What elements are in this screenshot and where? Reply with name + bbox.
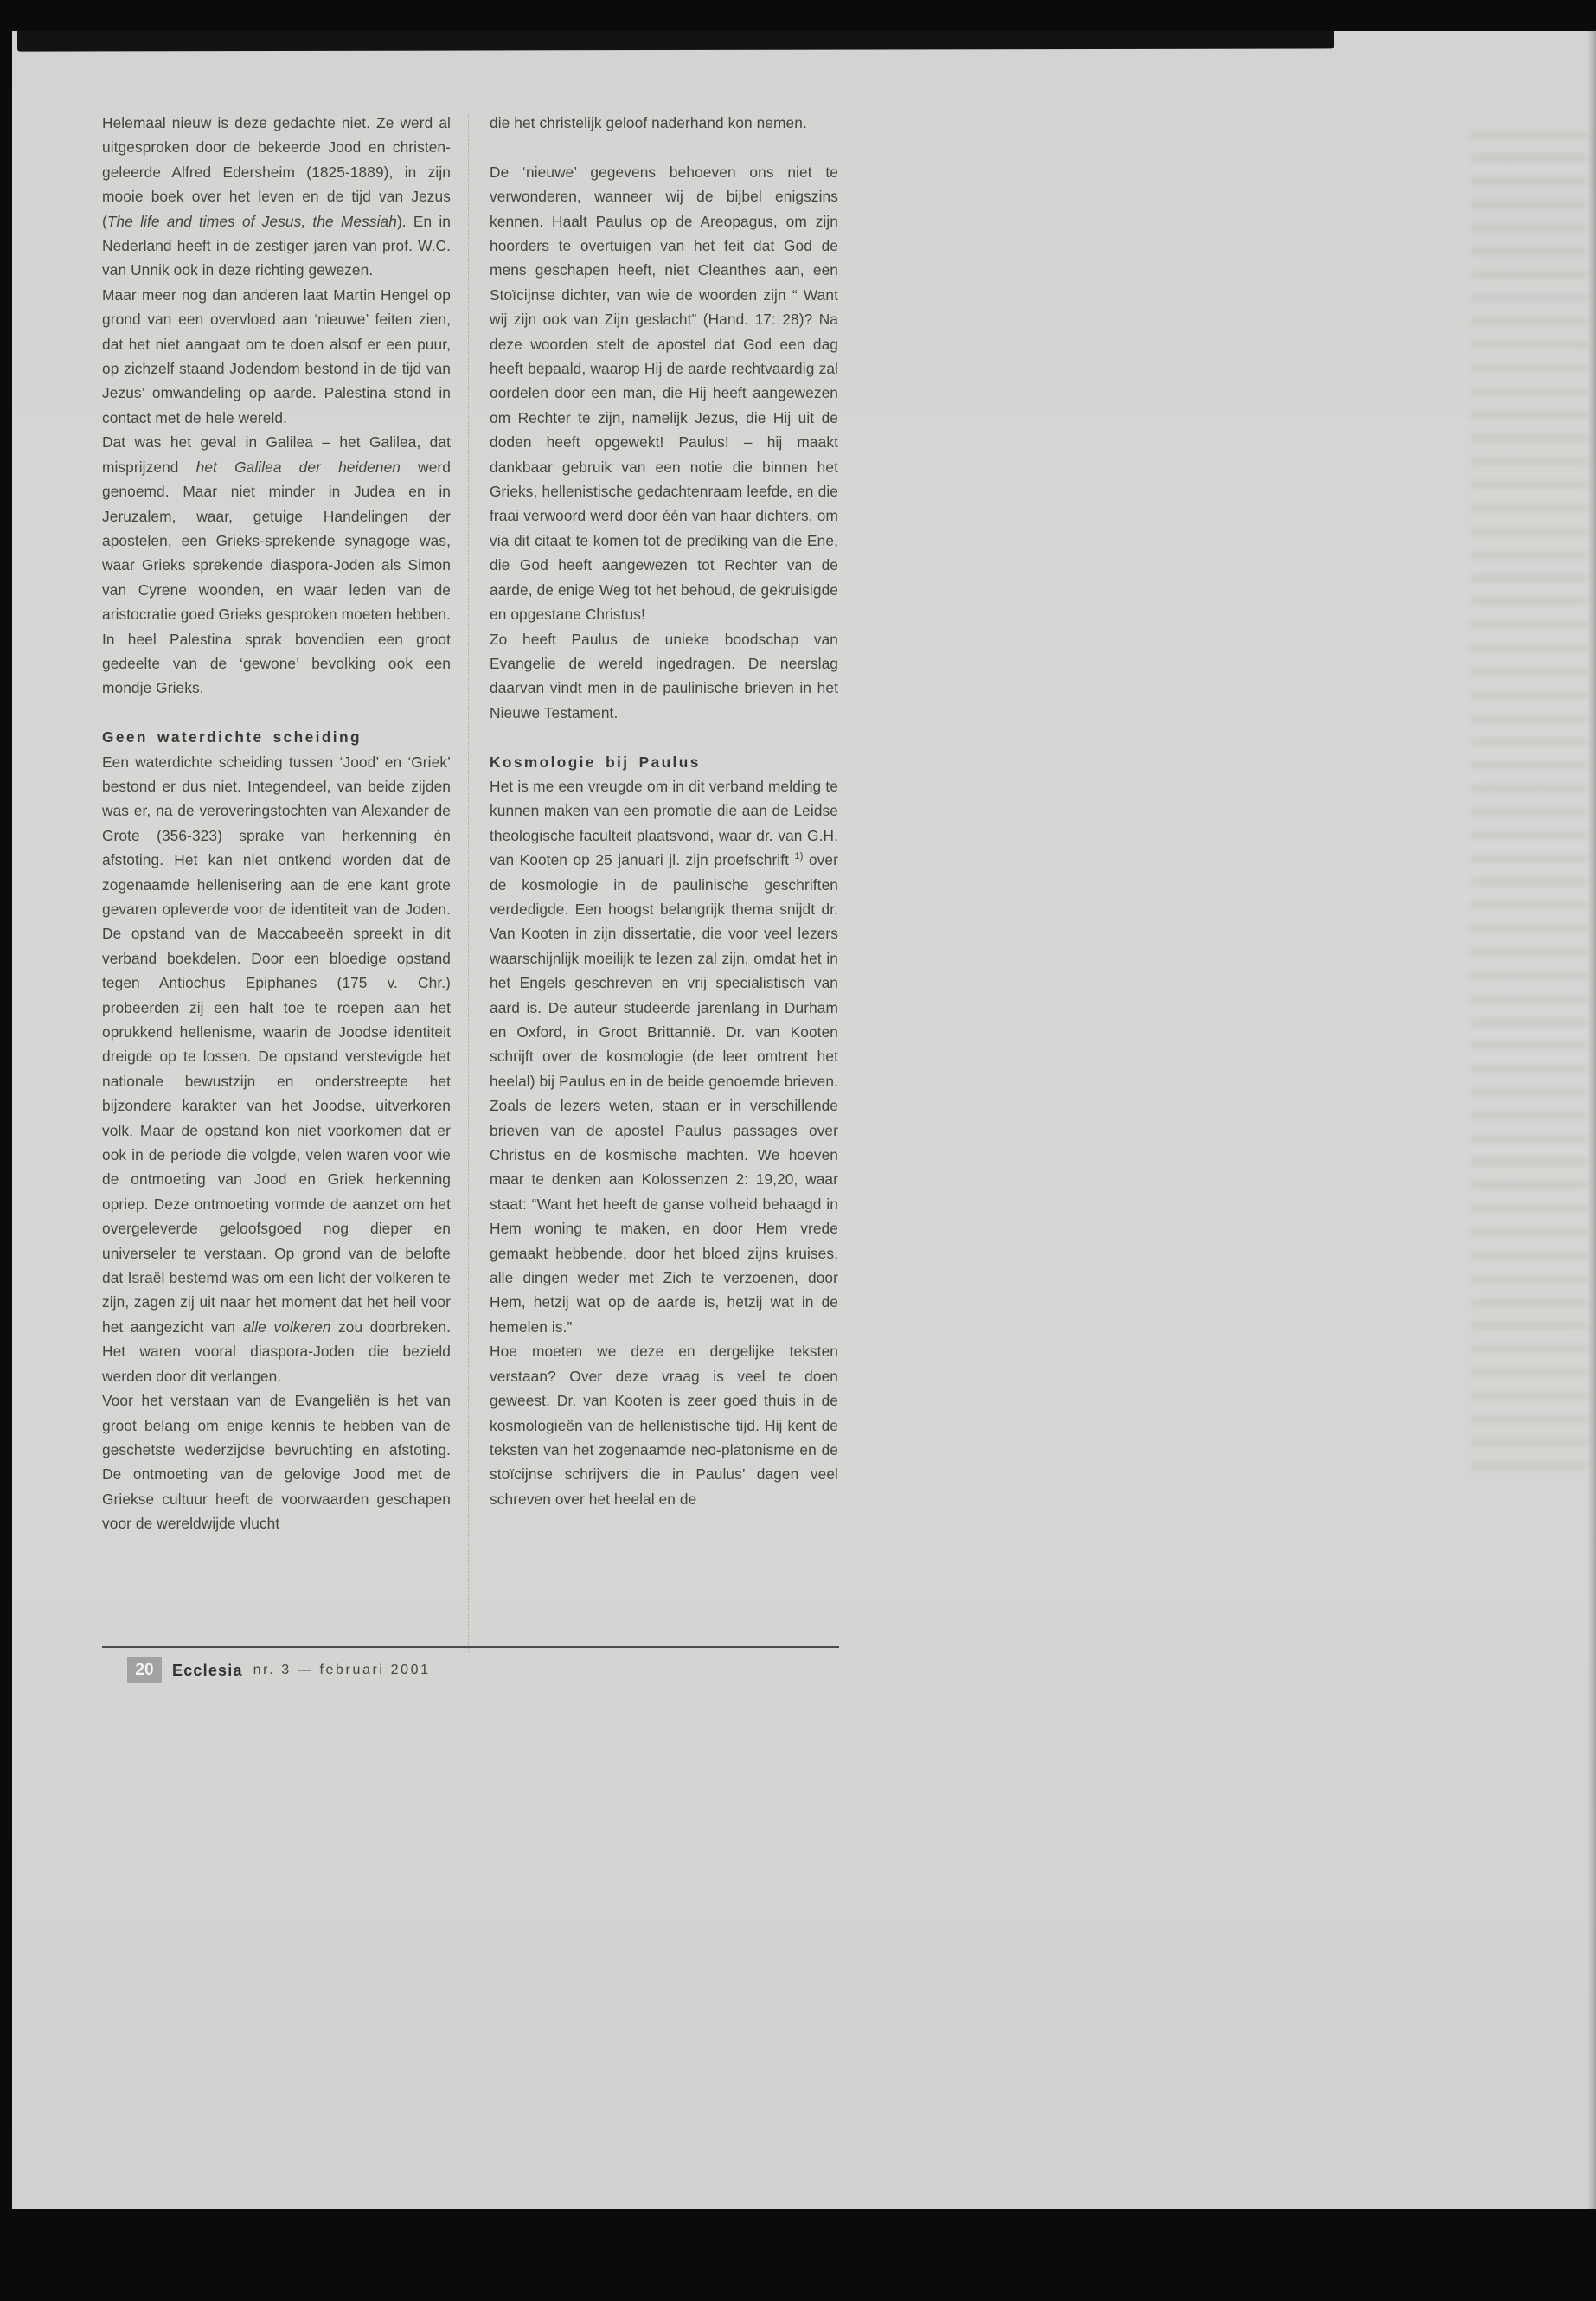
- paragraph: [490, 627, 838, 726]
- paragraph: [490, 111, 838, 135]
- italic-text: het Galilea der heidenen: [195, 458, 401, 476]
- text-run: Hoe moeten we deze en dergelijke teksten verstaan? Over deze vraag is veel te doen geweest. Dr. van Kooten is zeer goed thuis in de kosmologieën van de hellenistische tijd. Hij kent de teksten van het zogenaamde neo-platonisme en de stoïcijnse schrijvers die in Paulus’ dagen veel schreven over het heelal en de: [490, 1343, 838, 1508]
- issue-info: nr. 3 — februari 2001: [253, 1663, 431, 1677]
- text-run: De ‘nieuwe’ gegevens behoeven ons niet te verwonderen, wanneer wij de bijbel enigszins kennen. Haalt Paulus op de Areopagus, om zijn hoorders te overtuigen van het feit dat God de mens geschapen heeft, niet Cleanthes aan, een Stoïcijnse dichter, van wie de woorden zijn “ Want wij zijn ook van Zijn geslacht” (Hand. 17: 28)? Na deze woorden stelt de apostel dat God een dag heeft bepaald, waarop Hij de aarde rechtvaardig zal oordelen door een man, die Hij heeft aangewezen om Rechter te zijn, namelijk Jezus, die Hij uit de doden heeft opgewekt! Paulus! – hij maakt dankbaar gebruik van een notie die binnen het Grieks, hellenistische gedachtenraam leefde, en die fraai verwoord werd door één van haar dichters, om via dit citaat te komen tot de prediking van die Ene, die God heeft aangewezen tot Rechter van de aarde, de enige Weg tot het behoud, de gekruisigde en opgestane Christus!: [490, 163, 838, 624]
- text-run: zou doorbreken. Het waren vooral diaspora-Joden die bezield werden door dit verlangen.: [102, 1317, 451, 1385]
- text-run: Dat was het geval in Galilea – het Galilea, dat misprijzend: [102, 433, 451, 476]
- text-run: Voor het verstaan van de Evangeliën is het van groot belang om enige kennis te hebben van de geschetste wederzijdse bevruchting en afstoting. De ontmoeting van de gelovige Jood met de Griekse cultuur heeft de voorwaarden geschapen voor de wereldwijde vlucht: [102, 1392, 451, 1533]
- paragraph: [490, 774, 838, 1339]
- paragraph: [102, 283, 451, 430]
- text-run: werd genoemd. Maar niet minder in Judea en in Jeruzalem, waar, getuige Handelingen der apostelen, een Grieks-sprekende synagoge was, waar Grieks sprekende diaspora-Joden als Simon van Cyrene woonden, en waar leden van de aristocratie goed Grieks gesproken moeten hebben. In heel Palestina sprak bovendien een groot gedeelte van de ‘gewone’ bevolking ook een mondje Grieks.: [102, 458, 451, 697]
- section-heading: Kosmologie bij Paulus: [490, 753, 701, 771]
- text-run: Een waterdichte scheiding tussen ‘Jood’ en ‘Griek’ bestond er dus niet. Integendeel, van beide zijden was er, na de veroveringstochten van Alexander de Grote (356-323) sprake van herkenning èn afstoting. Het kan niet ontkend worden dat de zogenaamde hellenisering aan de ene kant grote gevaren opleverde voor de identiteit van de Joden. De opstand van de Maccabeeën spreekt in dit verband boekdelen. Door een bloedige opstand tegen Antiochus Epiphanes (175 v. Chr.) probeerden zij een halt toe te roepen aan het oprukkend hellenisme, waarin de Joodse identiteit dreigde op te lossen. De opstand verstevigde het nationale bewustzijn en onderstreepte het bijzondere karakter van het Joodse, uitverkoren volk. Maar de opstand kon niet voorkomen dat er ook in de periode die volgde, velen waren voor wie de ontmoeting van Jood en Griek herkenning opriep. Deze ontmoeting vormde de aanzet om het overgeleverde geloofsgoed nog dieper en universeler te verstaan. Op grond van de belofte dat Israël bestemd was om een licht der volkeren te zijn, zagen zij uit naar het moment dat het heil voor het aangezicht van: [102, 753, 451, 1336]
- scan-top-bar: [17, 31, 1334, 52]
- text-run: Zo heeft Paulus de unieke boodschap van Evangelie de wereld ingedragen. De neerslag daarvan vindt men in de paulinische brieven in het Nieuwe Testament.: [490, 630, 838, 721]
- paragraph: [102, 750, 451, 1389]
- paragraph: [102, 430, 451, 700]
- article-body: [102, 111, 838, 1536]
- page-number: 20: [127, 1657, 162, 1683]
- paragraph: [102, 1388, 451, 1535]
- page-footer: [127, 1657, 431, 1683]
- left-column: [102, 111, 451, 1536]
- italic-text: The life and times of Jesus, the Messiah: [106, 212, 397, 230]
- paragraph: [490, 1339, 838, 1511]
- footer-rule: [102, 1646, 839, 1648]
- section-heading: Geen waterdichte scheiding: [102, 728, 362, 747]
- page-bleed-through: [1471, 131, 1587, 1480]
- footnote-marker: 1): [794, 851, 804, 862]
- text-run: die het christelijk geloof naderhand kon nemen.: [490, 114, 807, 131]
- paragraph: [102, 111, 451, 283]
- text-run: Maar meer nog dan anderen laat Martin Hengel op grond van een overvloed aan ‘nieuwe’ feiten zien, dat het niet aangaat om te doen alsof er een puur, op zichzelf staand Jodendom bestond in de tijd van Jezus’ omwandeling op aarde. Palestina stond in contact met de hele wereld.: [102, 285, 451, 426]
- right-column: [490, 111, 838, 1536]
- text-run: Het is me een vreugde om in dit verband melding te kunnen maken van een promotie die aan de Leidse theologische faculteit plaatsvond, waar dr. van G.H. van Kooten op 25 januari jl. zijn proefschrift: [490, 777, 838, 869]
- italic-text: alle volkeren: [242, 1317, 331, 1336]
- text-run: ). En in Nederland heeft in de zestiger jaren van prof. W.C. van Unnik ook in deze richting gewezen.: [102, 212, 451, 279]
- journal-name: Ecclesia: [172, 1661, 243, 1679]
- text-run: over de kosmologie in de paulinische geschriften verdedigde. Een hoogst belangrijk thema snijdt dr. Van Kooten in zijn dissertatie, die voor veel lezers waarschijnlijk moeilijk te lezen zal zijn, omdat het in het Engels geschreven en vrij specialistisch van aard is. De auteur studeerde jarenlang in Durham en Oxford, in Groot Brittannië. Dr. van Kooten schrijft over de kosmologie (de leer omtrent het heelal) bij Paulus en in de beide genoemde brieven. Zoals de lezers weten, staan er in verschillende brieven van de apostel Paulus passages over Christus en de kosmische machten. We hoeven maar te denken aan Kolossenzen 2: 19,20, waar staat: “Want het heeft de ganse volheid behaagd in Hem woning te maken, en door Hem vrede gemaakt hebbende, door het bloed zijns kruises, alle dingen weder met Zich te verzoenen, door Hem, hetzij wat op de aarde is, hetzij wat in de hemelen is.”: [490, 851, 838, 1336]
- text-run: Helemaal nieuw is deze gedachte niet. Ze werd al uitgesproken door de bekeerde Jood en christen-geleerde Alfred Edersheim (1825-1889), in zijn mooie boek over het leven en de tijd van Jezus (: [102, 114, 451, 230]
- paragraph: [490, 160, 838, 627]
- magazine-page: [12, 31, 1596, 2209]
- scan-edge-shadow: [1587, 31, 1596, 2209]
